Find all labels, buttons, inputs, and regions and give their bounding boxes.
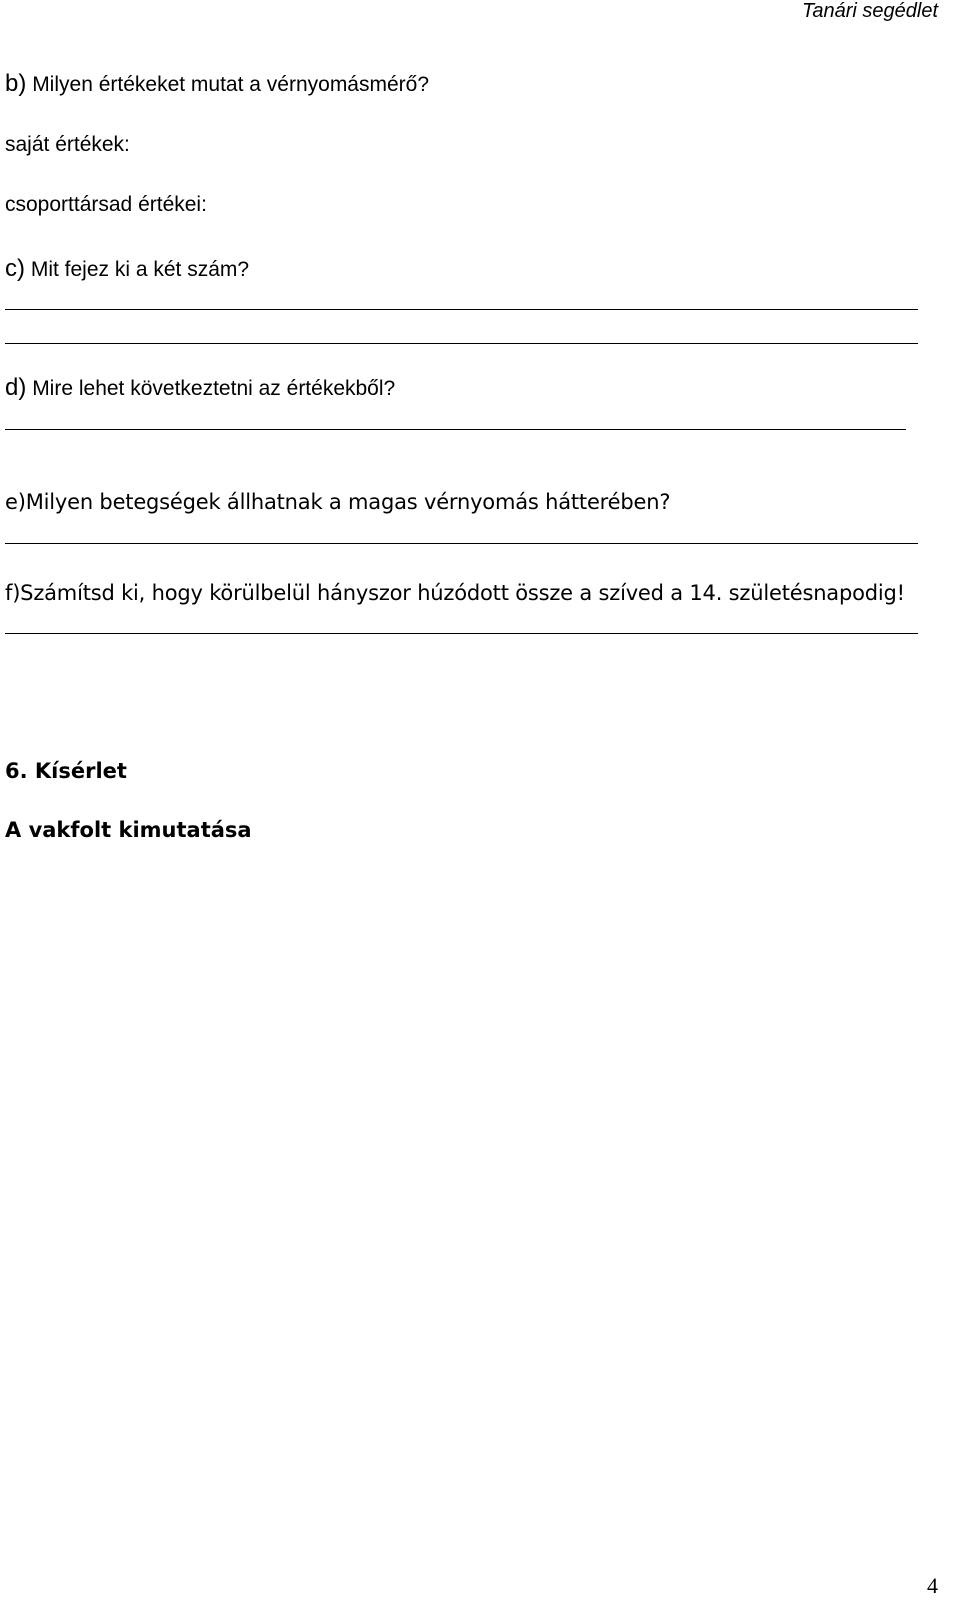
page-number: 4 [927, 1573, 938, 1598]
question-b-letter: b) [5, 70, 27, 97]
question-c-text: Mit fejez ki a két szám? [30, 258, 250, 281]
answer-line-c-1[interactable] [5, 309, 918, 310]
group-values-label: csoporttársad értékei: [5, 193, 207, 216]
question-c [5, 255, 249, 283]
question-e: e)Milyen betegségek állhatnak a magas vérnyomás hátterében? [5, 490, 671, 514]
question-d-text: Mire lehet következtetni az értékekből? [32, 377, 396, 400]
question-d-letter: d) [5, 374, 27, 401]
answer-line-c-2[interactable] [5, 343, 918, 344]
question-b-text: Milyen értékeket mutat a vérnyomásmérő? [32, 73, 430, 96]
question-b [5, 70, 429, 98]
document-header: Tanári segédlet [801, 0, 938, 22]
question-d [5, 374, 395, 402]
answer-line-e[interactable] [5, 543, 918, 544]
experiment-number: 6. Kísérlet [5, 759, 127, 783]
answer-line-f[interactable] [5, 633, 918, 634]
question-f: f)Számítsd ki, hogy körülbelül hányszor húzódott össze a szíved a 14. születésnapodig! [5, 581, 905, 605]
question-c-letter: c) [5, 255, 25, 282]
experiment-title: A vakfolt kimutatása [5, 818, 252, 842]
answer-line-d[interactable] [5, 429, 906, 430]
own-values-label: saját értékek: [5, 133, 130, 156]
